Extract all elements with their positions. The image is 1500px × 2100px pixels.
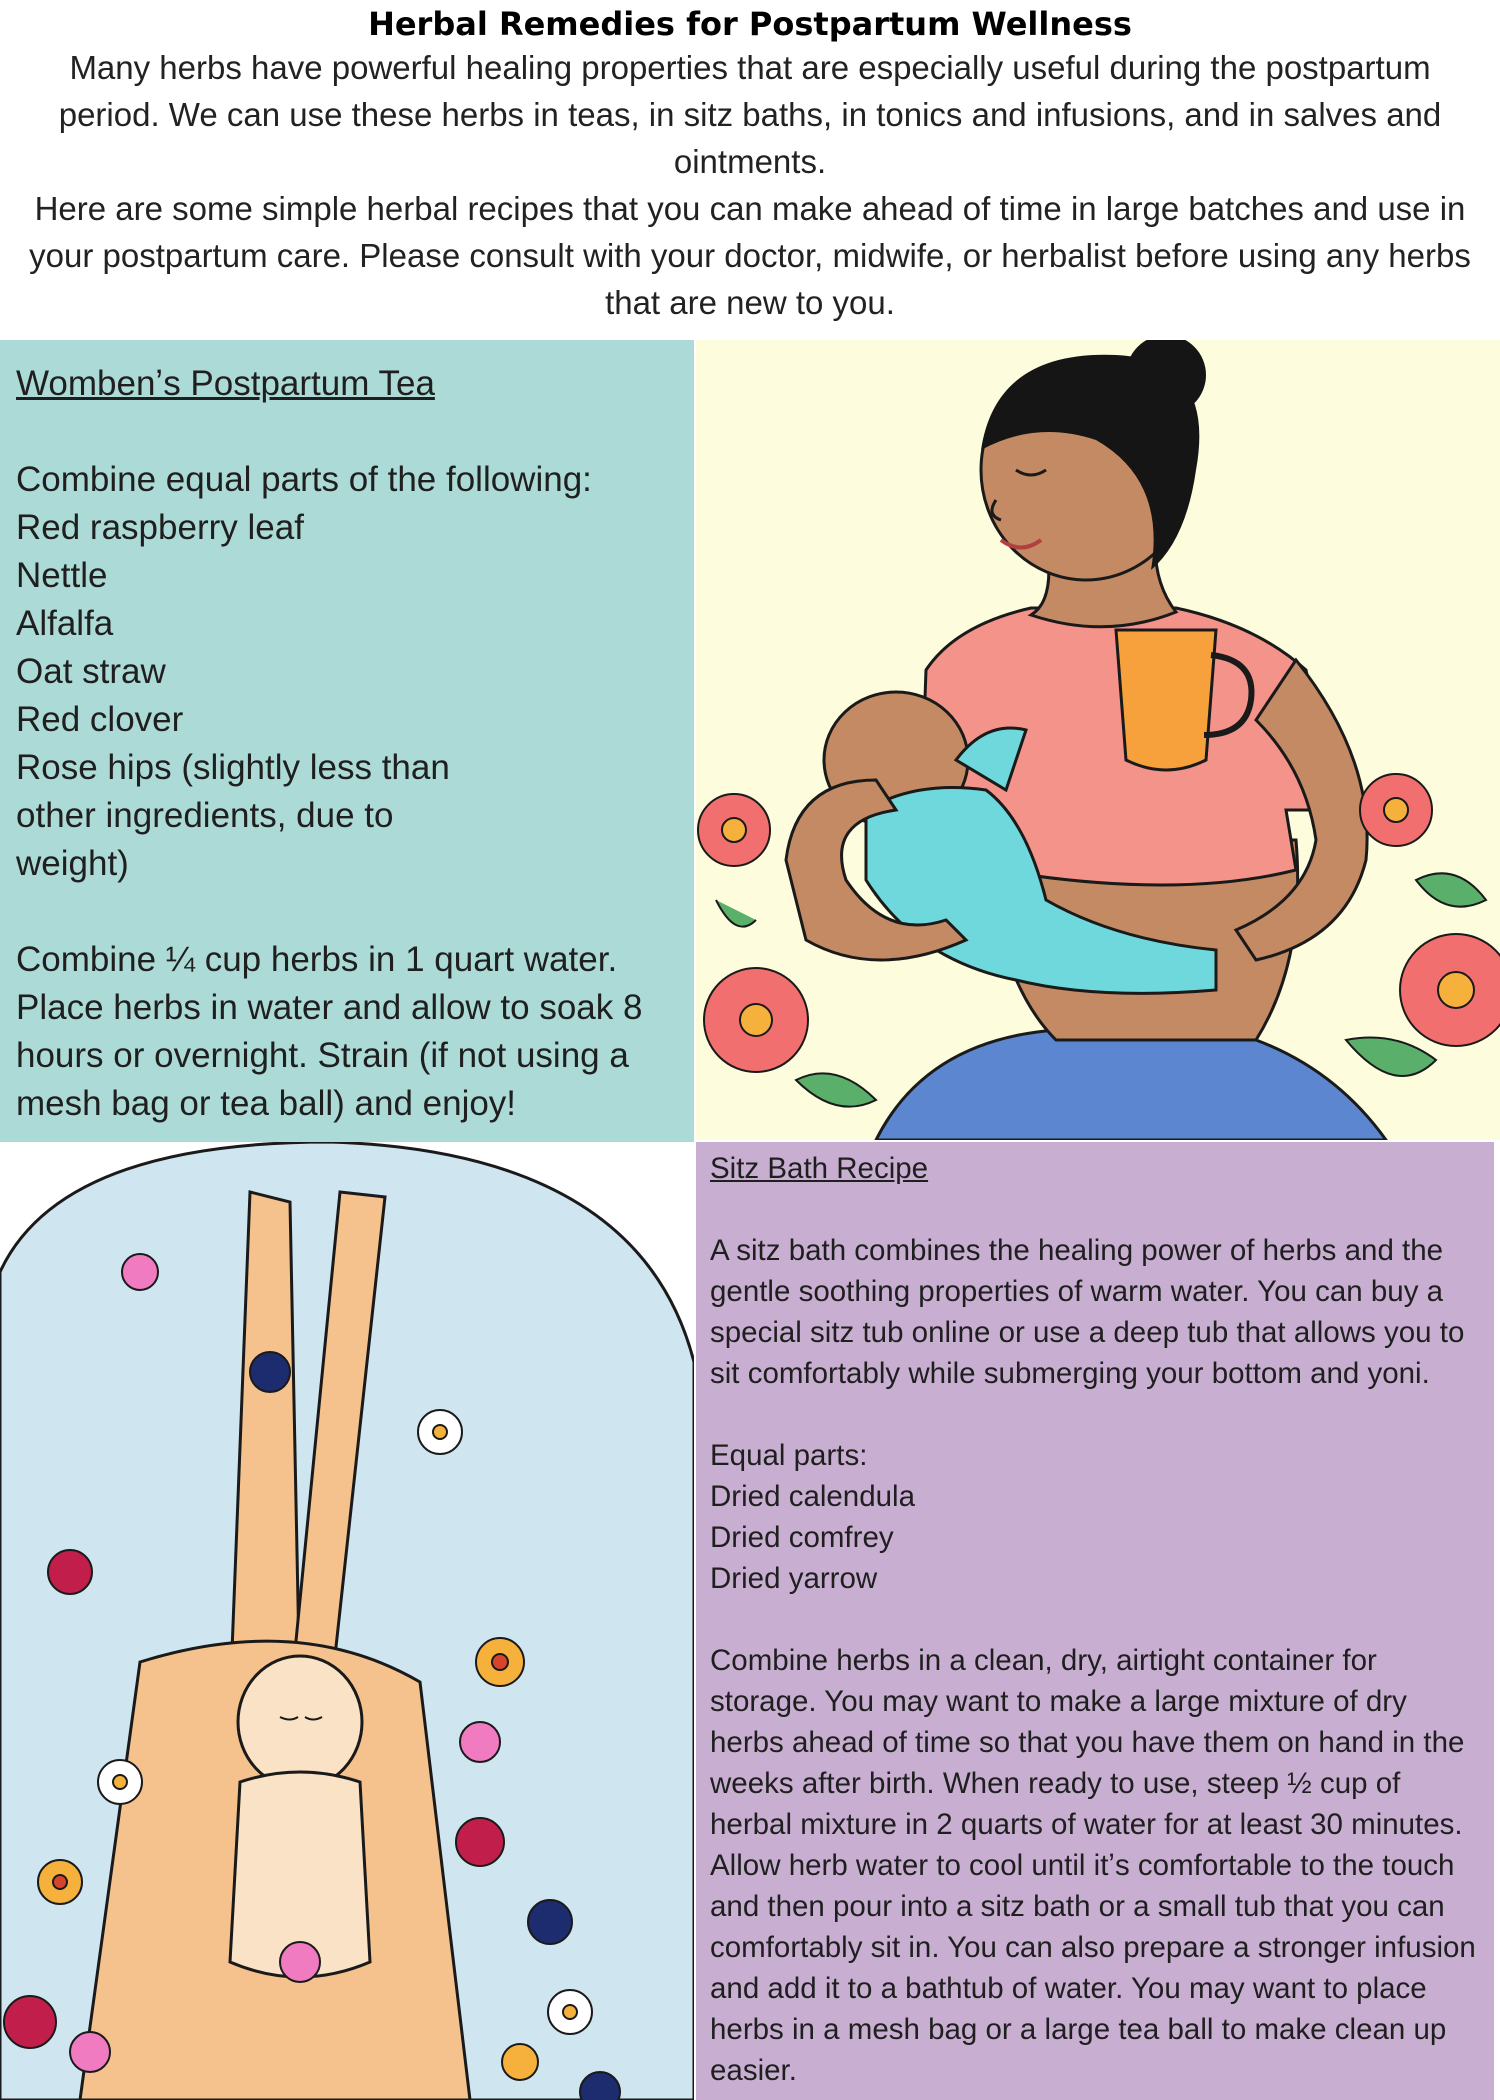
- page-header: [0, 0, 1500, 340]
- list-item: Nettle: [16, 556, 108, 595]
- tea-heading: Wombenʼs Postpartum Tea: [16, 364, 435, 403]
- postpartum-tea-panel: [0, 340, 694, 1142]
- sitz-instructions: Combine herbs in a clean, dry, airtight container for storage. You may want to make a large mixture of dry herbs ahead of time so that you have them on hand in the weeks after birth. When ready to use, steep ½ cup of herbal mixture in 2 quarts of water for at least 30 minutes. Allow herb water to cool until itʼs comfortable to the touch and then pour into a sitz bath or a small tub that you can comfortably sit in. You can also prepare a stronger infusion and add it to a bathtub of water. You may want to place herbs in a mesh bag or a large tea ball to make clean up easier.: [710, 1644, 1476, 2087]
- tea-combine-label: Combine equal parts of the following:: [16, 460, 592, 499]
- list-item: Red raspberry leaf: [16, 508, 304, 547]
- mom-illustration: [696, 340, 1500, 1140]
- intro-paragraph-1: Many herbs have powerful healing properties that are especially useful during the postpartum period. We can use these herbs in teas, in sitz baths, in tonics and infusions, and in salves and ointments.: [58, 49, 1442, 180]
- list-item: Dried comfrey: [710, 1521, 894, 1554]
- list-item: Alfalfa: [16, 604, 114, 643]
- sitz-bath-panel: [696, 1142, 1494, 2100]
- tea-instructions: Combine ¼ cup herbs in 1 quart water. Place herbs in water and allow to soak 8 hours or overnight. Strain (if not using a mesh bag or tea ball) and enjoy!: [16, 940, 643, 1123]
- sitz-equal-parts-label: Equal parts:: [710, 1439, 868, 1472]
- list-item: Dried yarrow: [710, 1562, 878, 1595]
- list-item: Oat straw: [16, 652, 166, 691]
- list-item: Red clover: [16, 700, 184, 739]
- sitz-ingredient-list: [710, 1476, 1480, 1599]
- sitz-description: A sitz bath combines the healing power of herbs and the gentle soothing properties of warm water. You can buy a special sitz tub online or use a deep tub that allows you to sit comfortably while submerging your bottom and yoni.: [710, 1234, 1465, 1390]
- page-title: Herbal Remedies for Postpartum Wellness: [368, 5, 1132, 43]
- list-item: Rose hips (slightly less than other ingredients, due to weight): [16, 748, 450, 883]
- bath-illustration: [0, 1142, 694, 2100]
- intro-paragraph-2: Here are some simple herbal recipes that you can make ahead of time in large batches and use in your postpartum care. Please consult with your doctor, midwife, or herbalist before using any herbs that are new to you.: [29, 190, 1471, 321]
- list-item: Dried calendula: [710, 1480, 915, 1513]
- sitz-heading: Sitz Bath Recipe: [710, 1152, 929, 1185]
- tea-ingredient-list: [16, 504, 678, 888]
